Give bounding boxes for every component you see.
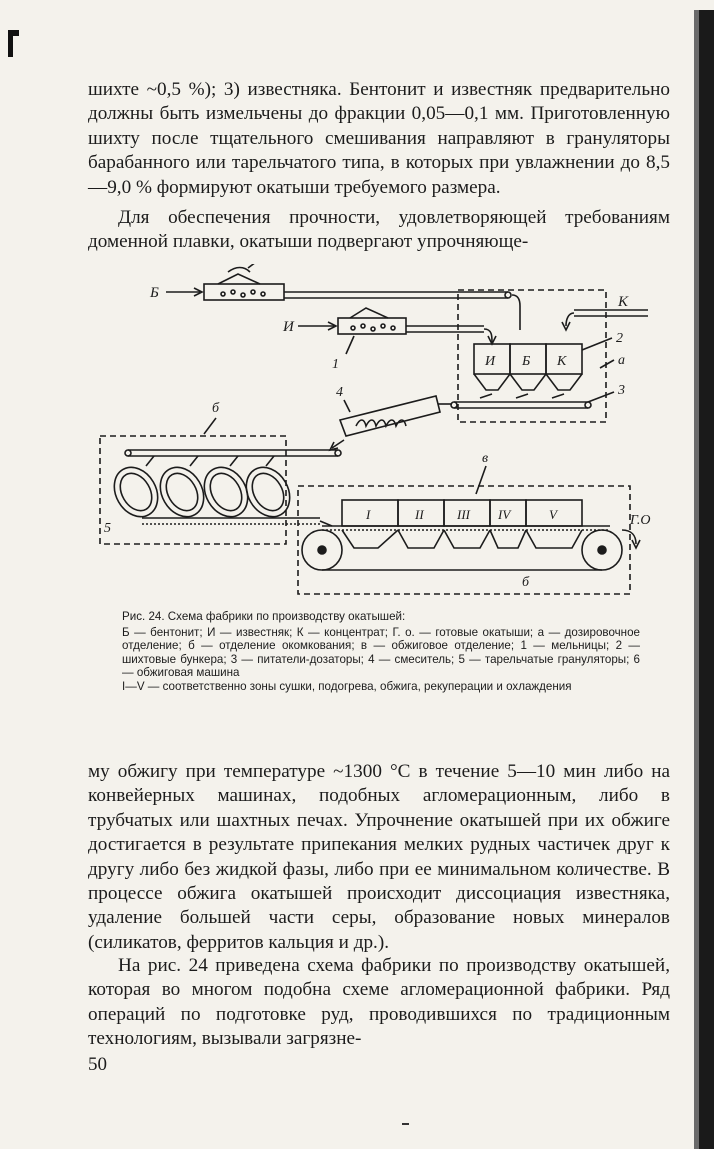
granulator-2	[152, 459, 213, 524]
label-mill: 1	[332, 357, 339, 372]
page-edge-shadow	[692, 0, 714, 1149]
paragraph-top-1: шихте ~0,5 %); 3) известняка. Бентонит и известняк предварительно должны быть измельчены до фракции 0,05—0,1 мм. Приготовленную шихту после тщательного смешивания направляют в грануляторы барабанного или тарельчатого типа, в которых при увлажнении до 8,5—9,0 % формируют окатыши требуемого размера.	[88, 79, 670, 198]
label-k-input: К	[618, 294, 628, 310]
figure-24-diagram	[88, 264, 668, 604]
label-i-input: И	[283, 319, 294, 335]
label-section-a: а	[618, 353, 625, 368]
granulator-1	[106, 459, 167, 524]
label-b-input: Б	[150, 285, 159, 301]
caption-zones: I—V — соответственно зоны сушки, подогрева, обжига, рекуперации и охлаждения	[122, 679, 572, 693]
label-section-v: в	[482, 451, 489, 466]
label-finished-pellets: Г.О	[630, 513, 651, 528]
label-mixer: 4	[336, 385, 343, 400]
zone-label-4: IV	[498, 507, 511, 522]
paragraph-bottom-1: му обжигу при температуре ~1300 °С в течение 5—10 мин либо на конвейерных машинах, подобных агломерационным, либо в трубчатых или шахтных печах. Упрочнение окатышей при их обжиге достигается в результате припекания мелких рудных частичек друг к другу либо без жидкой фазы, либо при ее минимальном количестве. В процессе обжига окатышей происходит диссоциация известняка, удаление большей части серы, образование новых минералов (силикатов, ферритов кальция и др.).	[88, 761, 670, 953]
page-number: 50	[88, 1054, 107, 1075]
label-section-b: б	[212, 401, 220, 416]
bunker-label-i: И	[485, 354, 496, 369]
mixer-body	[340, 396, 440, 436]
granulator-4	[238, 459, 299, 524]
zone-label-5: V	[549, 507, 557, 522]
paragraph-bottom-2: На рис. 24 приведена схема фабрики по производству окатышей, которая во многом подобна схеме агломерационной фабрики. Ряд операций по подготовке руд, проводившихся по традиционным технологиям, вызывали загрязне-	[88, 955, 670, 1050]
zone-label-1: I	[366, 507, 371, 522]
figure-caption	[122, 610, 640, 694]
label-bunkers: 2	[616, 331, 623, 346]
zone-label-3: III	[457, 507, 470, 522]
pelletizing-section	[100, 436, 286, 544]
footer-mark	[402, 1123, 409, 1125]
paragraph-top-2: Для обеспечения прочности, удовлетворяющей требованиям доменной плавки, окатыши подвергают упрочняюще-	[88, 207, 670, 253]
bunker-label-k: К	[557, 354, 567, 369]
label-granulators: 5	[104, 521, 111, 536]
zone-label-2: II	[415, 507, 424, 522]
corner-mark	[6, 28, 20, 58]
label-feeders: 3	[618, 383, 625, 398]
bunker-label-b: Б	[522, 354, 531, 369]
caption-body: Б — бентонит; И — известняк; К — концентрат; Г. о. — готовые окатыши; а — дозировочное отделение; б — отделение окомкования; в — обжиговое отделение; 1 — мельницы; 2 — шихтовые бункера; 3 — питатели-дозаторы; 4 — смеситель; 5 — тарельчатые грануляторы; 6 — обжиговая машина	[122, 625, 640, 680]
label-machine: б	[522, 575, 530, 590]
caption-title: Рис. 24. Схема фабрики по производству окатышей:	[122, 610, 406, 623]
